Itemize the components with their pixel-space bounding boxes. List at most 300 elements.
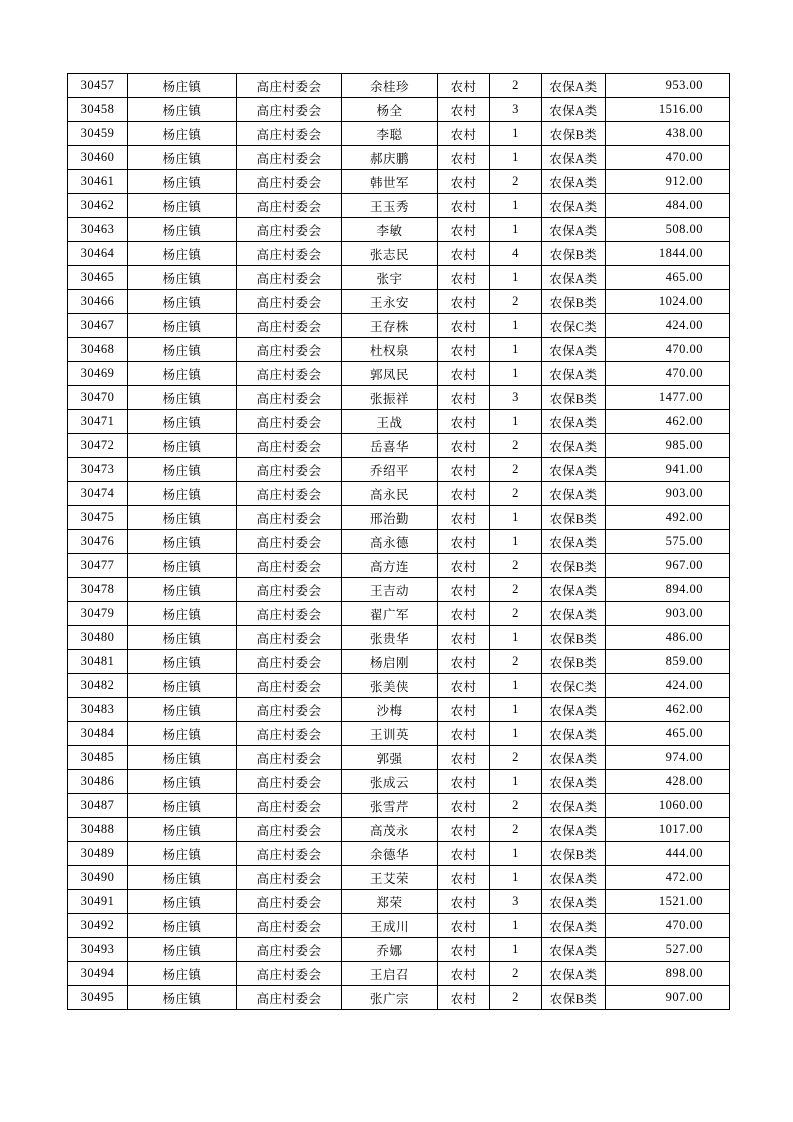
cell-rural: 农村 xyxy=(438,146,490,170)
cell-name: 高方连 xyxy=(342,554,438,578)
cell-rural: 农村 xyxy=(438,386,490,410)
cell-village: 高庄村委会 xyxy=(237,626,342,650)
cell-town: 杨庄镇 xyxy=(128,458,237,482)
cell-category: 农保B类 xyxy=(542,506,606,530)
cell-category: 农保A类 xyxy=(542,770,606,794)
cell-name: 岳喜华 xyxy=(342,434,438,458)
cell-village: 高庄村委会 xyxy=(237,986,342,1010)
cell-count: 3 xyxy=(490,98,542,122)
cell-count: 2 xyxy=(490,578,542,602)
cell-amount: 465.00 xyxy=(606,722,730,746)
cell-category: 农保A类 xyxy=(542,602,606,626)
cell-category: 农保A类 xyxy=(542,818,606,842)
cell-id: 30477 xyxy=(68,554,128,578)
cell-village: 高庄村委会 xyxy=(237,266,342,290)
cell-rural: 农村 xyxy=(438,866,490,890)
cell-village: 高庄村委会 xyxy=(237,74,342,98)
cell-amount: 912.00 xyxy=(606,170,730,194)
cell-rural: 农村 xyxy=(438,290,490,314)
cell-count: 4 xyxy=(490,242,542,266)
cell-village: 高庄村委会 xyxy=(237,866,342,890)
cell-id: 30470 xyxy=(68,386,128,410)
cell-village: 高庄村委会 xyxy=(237,290,342,314)
cell-id: 30457 xyxy=(68,74,128,98)
cell-category: 农保A类 xyxy=(542,530,606,554)
cell-category: 农保A类 xyxy=(542,578,606,602)
cell-town: 杨庄镇 xyxy=(128,170,237,194)
cell-rural: 农村 xyxy=(438,602,490,626)
cell-id: 30469 xyxy=(68,362,128,386)
cell-count: 2 xyxy=(490,482,542,506)
cell-name: 郝庆鹏 xyxy=(342,146,438,170)
table-row xyxy=(68,770,730,794)
cell-village: 高庄村委会 xyxy=(237,578,342,602)
cell-count: 2 xyxy=(490,74,542,98)
cell-rural: 农村 xyxy=(438,506,490,530)
table-row xyxy=(68,602,730,626)
cell-id: 30474 xyxy=(68,482,128,506)
cell-name: 王永安 xyxy=(342,290,438,314)
cell-rural: 农村 xyxy=(438,74,490,98)
cell-amount: 1516.00 xyxy=(606,98,730,122)
table-row xyxy=(68,842,730,866)
cell-name: 余桂珍 xyxy=(342,74,438,98)
table-row xyxy=(68,890,730,914)
cell-category: 农保A类 xyxy=(542,746,606,770)
table-row xyxy=(68,218,730,242)
cell-village: 高庄村委会 xyxy=(237,818,342,842)
cell-town: 杨庄镇 xyxy=(128,698,237,722)
cell-count: 2 xyxy=(490,458,542,482)
cell-name: 李敏 xyxy=(342,218,438,242)
cell-town: 杨庄镇 xyxy=(128,338,237,362)
cell-name: 王训英 xyxy=(342,722,438,746)
cell-rural: 农村 xyxy=(438,818,490,842)
cell-rural: 农村 xyxy=(438,458,490,482)
cell-category: 农保A类 xyxy=(542,722,606,746)
cell-count: 1 xyxy=(490,866,542,890)
cell-town: 杨庄镇 xyxy=(128,122,237,146)
cell-category: 农保A类 xyxy=(542,938,606,962)
cell-count: 2 xyxy=(490,746,542,770)
cell-amount: 1521.00 xyxy=(606,890,730,914)
cell-town: 杨庄镇 xyxy=(128,290,237,314)
cell-category: 农保A类 xyxy=(542,362,606,386)
cell-category: 农保B类 xyxy=(542,626,606,650)
cell-id: 30479 xyxy=(68,602,128,626)
cell-village: 高庄村委会 xyxy=(237,98,342,122)
cell-id: 30493 xyxy=(68,938,128,962)
cell-count: 2 xyxy=(490,290,542,314)
cell-village: 高庄村委会 xyxy=(237,434,342,458)
cell-rural: 农村 xyxy=(438,986,490,1010)
cell-id: 30484 xyxy=(68,722,128,746)
cell-amount: 428.00 xyxy=(606,770,730,794)
table-row xyxy=(68,146,730,170)
cell-id: 30467 xyxy=(68,314,128,338)
cell-village: 高庄村委会 xyxy=(237,530,342,554)
cell-rural: 农村 xyxy=(438,842,490,866)
cell-rural: 农村 xyxy=(438,410,490,434)
cell-category: 农保A类 xyxy=(542,698,606,722)
cell-rural: 农村 xyxy=(438,890,490,914)
cell-amount: 967.00 xyxy=(606,554,730,578)
cell-name: 张广宗 xyxy=(342,986,438,1010)
cell-amount: 438.00 xyxy=(606,122,730,146)
cell-id: 30471 xyxy=(68,410,128,434)
cell-count: 1 xyxy=(490,146,542,170)
cell-village: 高庄村委会 xyxy=(237,386,342,410)
cell-category: 农保A类 xyxy=(542,890,606,914)
cell-amount: 1024.00 xyxy=(606,290,730,314)
cell-village: 高庄村委会 xyxy=(237,338,342,362)
cell-rural: 农村 xyxy=(438,482,490,506)
cell-amount: 444.00 xyxy=(606,842,730,866)
cell-count: 1 xyxy=(490,506,542,530)
cell-category: 农保A类 xyxy=(542,146,606,170)
table-row xyxy=(68,914,730,938)
cell-rural: 农村 xyxy=(438,314,490,338)
cell-rural: 农村 xyxy=(438,794,490,818)
cell-rural: 农村 xyxy=(438,170,490,194)
table-row xyxy=(68,434,730,458)
cell-count: 1 xyxy=(490,842,542,866)
cell-id: 30466 xyxy=(68,290,128,314)
table-row xyxy=(68,242,730,266)
cell-id: 30464 xyxy=(68,242,128,266)
table-row xyxy=(68,410,730,434)
cell-rural: 农村 xyxy=(438,722,490,746)
cell-name: 高永德 xyxy=(342,530,438,554)
cell-village: 高庄村委会 xyxy=(237,842,342,866)
cell-id: 30472 xyxy=(68,434,128,458)
cell-amount: 470.00 xyxy=(606,914,730,938)
cell-count: 1 xyxy=(490,194,542,218)
cell-rural: 农村 xyxy=(438,914,490,938)
cell-town: 杨庄镇 xyxy=(128,794,237,818)
cell-category: 农保C类 xyxy=(542,674,606,698)
cell-town: 杨庄镇 xyxy=(128,242,237,266)
table-row xyxy=(68,794,730,818)
cell-amount: 465.00 xyxy=(606,266,730,290)
cell-rural: 农村 xyxy=(438,578,490,602)
cell-rural: 农村 xyxy=(438,962,490,986)
cell-name: 翟广军 xyxy=(342,602,438,626)
cell-name: 张宇 xyxy=(342,266,438,290)
cell-id: 30480 xyxy=(68,626,128,650)
cell-rural: 农村 xyxy=(438,770,490,794)
cell-town: 杨庄镇 xyxy=(128,650,237,674)
cell-name: 王启召 xyxy=(342,962,438,986)
cell-name: 张美侠 xyxy=(342,674,438,698)
cell-name: 王吉动 xyxy=(342,578,438,602)
cell-name: 王艾荣 xyxy=(342,866,438,890)
cell-id: 30494 xyxy=(68,962,128,986)
cell-category: 农保A类 xyxy=(542,962,606,986)
cell-id: 30491 xyxy=(68,890,128,914)
cell-count: 1 xyxy=(490,722,542,746)
table-row xyxy=(68,746,730,770)
cell-id: 30486 xyxy=(68,770,128,794)
table-row xyxy=(68,290,730,314)
cell-village: 高庄村委会 xyxy=(237,458,342,482)
cell-village: 高庄村委会 xyxy=(237,938,342,962)
cell-village: 高庄村委会 xyxy=(237,242,342,266)
cell-village: 高庄村委会 xyxy=(237,170,342,194)
table-row xyxy=(68,938,730,962)
cell-town: 杨庄镇 xyxy=(128,746,237,770)
table-row xyxy=(68,362,730,386)
cell-amount: 470.00 xyxy=(606,338,730,362)
cell-amount: 462.00 xyxy=(606,410,730,434)
cell-name: 杨全 xyxy=(342,98,438,122)
cell-rural: 农村 xyxy=(438,122,490,146)
cell-id: 30459 xyxy=(68,122,128,146)
cell-town: 杨庄镇 xyxy=(128,722,237,746)
cell-category: 农保B类 xyxy=(542,242,606,266)
cell-count: 3 xyxy=(490,386,542,410)
cell-category: 农保A类 xyxy=(542,482,606,506)
table-row xyxy=(68,122,730,146)
cell-town: 杨庄镇 xyxy=(128,386,237,410)
cell-id: 30478 xyxy=(68,578,128,602)
cell-town: 杨庄镇 xyxy=(128,74,237,98)
cell-rural: 农村 xyxy=(438,698,490,722)
cell-name: 张雪芹 xyxy=(342,794,438,818)
cell-category: 农保B类 xyxy=(542,290,606,314)
cell-count: 1 xyxy=(490,938,542,962)
cell-amount: 462.00 xyxy=(606,698,730,722)
cell-rural: 农村 xyxy=(438,530,490,554)
cell-amount: 492.00 xyxy=(606,506,730,530)
table-row xyxy=(68,386,730,410)
cell-count: 2 xyxy=(490,818,542,842)
cell-name: 杨启刚 xyxy=(342,650,438,674)
cell-village: 高庄村委会 xyxy=(237,554,342,578)
table-row xyxy=(68,194,730,218)
cell-name: 郑荣 xyxy=(342,890,438,914)
table-row xyxy=(68,818,730,842)
cell-category: 农保B类 xyxy=(542,650,606,674)
cell-count: 1 xyxy=(490,674,542,698)
cell-category: 农保C类 xyxy=(542,314,606,338)
cell-id: 30460 xyxy=(68,146,128,170)
cell-count: 3 xyxy=(490,890,542,914)
cell-category: 农保B类 xyxy=(542,986,606,1010)
cell-amount: 985.00 xyxy=(606,434,730,458)
cell-village: 高庄村委会 xyxy=(237,194,342,218)
cell-id: 30462 xyxy=(68,194,128,218)
table-body xyxy=(68,74,730,1010)
cell-name: 乔娜 xyxy=(342,938,438,962)
cell-village: 高庄村委会 xyxy=(237,698,342,722)
cell-category: 农保A类 xyxy=(542,914,606,938)
cell-amount: 1844.00 xyxy=(606,242,730,266)
cell-village: 高庄村委会 xyxy=(237,746,342,770)
cell-rural: 农村 xyxy=(438,554,490,578)
table-row xyxy=(68,458,730,482)
table-row xyxy=(68,266,730,290)
cell-name: 高永民 xyxy=(342,482,438,506)
cell-category: 农保A类 xyxy=(542,458,606,482)
cell-name: 张贵华 xyxy=(342,626,438,650)
cell-amount: 575.00 xyxy=(606,530,730,554)
cell-amount: 484.00 xyxy=(606,194,730,218)
cell-town: 杨庄镇 xyxy=(128,362,237,386)
cell-rural: 农村 xyxy=(438,338,490,362)
cell-id: 30465 xyxy=(68,266,128,290)
cell-town: 杨庄镇 xyxy=(128,938,237,962)
table-row xyxy=(68,866,730,890)
cell-amount: 974.00 xyxy=(606,746,730,770)
cell-village: 高庄村委会 xyxy=(237,914,342,938)
cell-name: 韩世军 xyxy=(342,170,438,194)
cell-count: 1 xyxy=(490,218,542,242)
cell-id: 30485 xyxy=(68,746,128,770)
cell-village: 高庄村委会 xyxy=(237,146,342,170)
table-row xyxy=(68,98,730,122)
cell-rural: 农村 xyxy=(438,218,490,242)
cell-name: 王战 xyxy=(342,410,438,434)
cell-amount: 894.00 xyxy=(606,578,730,602)
cell-town: 杨庄镇 xyxy=(128,146,237,170)
table-row xyxy=(68,338,730,362)
cell-count: 1 xyxy=(490,530,542,554)
cell-town: 杨庄镇 xyxy=(128,98,237,122)
cell-village: 高庄村委会 xyxy=(237,362,342,386)
cell-count: 2 xyxy=(490,962,542,986)
cell-amount: 898.00 xyxy=(606,962,730,986)
table-row xyxy=(68,722,730,746)
cell-count: 2 xyxy=(490,554,542,578)
cell-rural: 农村 xyxy=(438,674,490,698)
cell-amount: 907.00 xyxy=(606,986,730,1010)
cell-count: 1 xyxy=(490,266,542,290)
table-row xyxy=(68,578,730,602)
cell-rural: 农村 xyxy=(438,362,490,386)
cell-town: 杨庄镇 xyxy=(128,890,237,914)
table-row xyxy=(68,626,730,650)
cell-category: 农保A类 xyxy=(542,338,606,362)
table-row xyxy=(68,986,730,1010)
cell-rural: 农村 xyxy=(438,242,490,266)
cell-amount: 527.00 xyxy=(606,938,730,962)
table-row xyxy=(68,698,730,722)
cell-village: 高庄村委会 xyxy=(237,890,342,914)
cell-category: 农保A类 xyxy=(542,794,606,818)
cell-category: 农保A类 xyxy=(542,170,606,194)
cell-amount: 953.00 xyxy=(606,74,730,98)
cell-amount: 486.00 xyxy=(606,626,730,650)
cell-count: 1 xyxy=(490,314,542,338)
cell-category: 农保B类 xyxy=(542,122,606,146)
cell-town: 杨庄镇 xyxy=(128,770,237,794)
cell-count: 1 xyxy=(490,770,542,794)
cell-count: 2 xyxy=(490,986,542,1010)
cell-id: 30468 xyxy=(68,338,128,362)
cell-name: 高茂永 xyxy=(342,818,438,842)
cell-town: 杨庄镇 xyxy=(128,218,237,242)
cell-amount: 470.00 xyxy=(606,362,730,386)
cell-village: 高庄村委会 xyxy=(237,482,342,506)
cell-count: 1 xyxy=(490,698,542,722)
cell-name: 杜权泉 xyxy=(342,338,438,362)
cell-id: 30487 xyxy=(68,794,128,818)
cell-village: 高庄村委会 xyxy=(237,674,342,698)
cell-town: 杨庄镇 xyxy=(128,962,237,986)
cell-rural: 农村 xyxy=(438,98,490,122)
cell-count: 2 xyxy=(490,602,542,626)
cell-count: 1 xyxy=(490,362,542,386)
cell-name: 王存株 xyxy=(342,314,438,338)
cell-town: 杨庄镇 xyxy=(128,506,237,530)
cell-id: 30461 xyxy=(68,170,128,194)
cell-village: 高庄村委会 xyxy=(237,602,342,626)
cell-town: 杨庄镇 xyxy=(128,314,237,338)
cell-id: 30473 xyxy=(68,458,128,482)
cell-amount: 472.00 xyxy=(606,866,730,890)
cell-village: 高庄村委会 xyxy=(237,506,342,530)
cell-village: 高庄村委会 xyxy=(237,722,342,746)
cell-village: 高庄村委会 xyxy=(237,962,342,986)
cell-name: 张振祥 xyxy=(342,386,438,410)
cell-rural: 农村 xyxy=(438,266,490,290)
cell-category: 农保A类 xyxy=(542,434,606,458)
cell-town: 杨庄镇 xyxy=(128,410,237,434)
cell-id: 30488 xyxy=(68,818,128,842)
cell-rural: 农村 xyxy=(438,746,490,770)
cell-village: 高庄村委会 xyxy=(237,770,342,794)
cell-id: 30495 xyxy=(68,986,128,1010)
cell-town: 杨庄镇 xyxy=(128,482,237,506)
cell-name: 余德华 xyxy=(342,842,438,866)
cell-count: 2 xyxy=(490,650,542,674)
cell-category: 农保B类 xyxy=(542,386,606,410)
table-row xyxy=(68,314,730,338)
table-row xyxy=(68,506,730,530)
cell-category: 农保A类 xyxy=(542,98,606,122)
cell-village: 高庄村委会 xyxy=(237,218,342,242)
table-row xyxy=(68,530,730,554)
cell-village: 高庄村委会 xyxy=(237,650,342,674)
cell-name: 李聪 xyxy=(342,122,438,146)
cell-town: 杨庄镇 xyxy=(128,434,237,458)
cell-count: 2 xyxy=(490,794,542,818)
cell-count: 1 xyxy=(490,122,542,146)
cell-rural: 农村 xyxy=(438,650,490,674)
cell-town: 杨庄镇 xyxy=(128,674,237,698)
cell-id: 30463 xyxy=(68,218,128,242)
cell-town: 杨庄镇 xyxy=(128,842,237,866)
cell-amount: 1477.00 xyxy=(606,386,730,410)
cell-rural: 农村 xyxy=(438,194,490,218)
cell-category: 农保B类 xyxy=(542,554,606,578)
cell-town: 杨庄镇 xyxy=(128,530,237,554)
cell-id: 30482 xyxy=(68,674,128,698)
cell-town: 杨庄镇 xyxy=(128,602,237,626)
cell-amount: 859.00 xyxy=(606,650,730,674)
cell-count: 1 xyxy=(490,626,542,650)
cell-amount: 903.00 xyxy=(606,482,730,506)
cell-id: 30492 xyxy=(68,914,128,938)
cell-town: 杨庄镇 xyxy=(128,266,237,290)
cell-village: 高庄村委会 xyxy=(237,794,342,818)
cell-category: 农保A类 xyxy=(542,218,606,242)
cell-amount: 470.00 xyxy=(606,146,730,170)
cell-town: 杨庄镇 xyxy=(128,578,237,602)
cell-amount: 424.00 xyxy=(606,674,730,698)
cell-id: 30489 xyxy=(68,842,128,866)
